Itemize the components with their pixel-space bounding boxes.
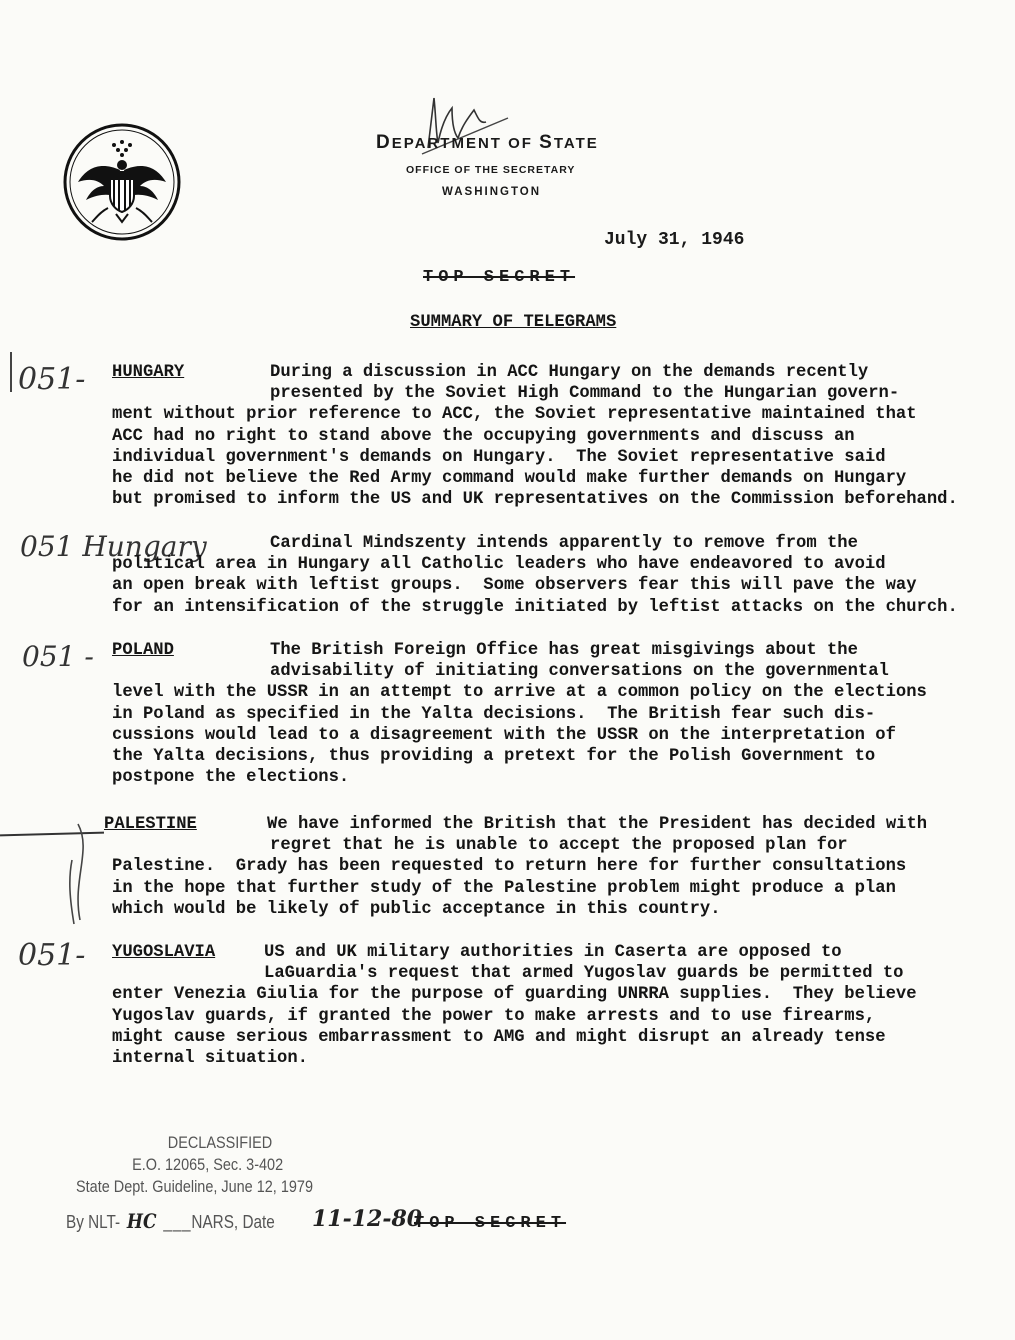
section-mark: 051- [18,938,86,973]
bottom-classification-stamp: TOP SECRET [414,1214,567,1233]
section-mark: 051- [18,362,86,397]
section-mark: 051 Hungary [20,530,207,563]
margin-line [10,352,12,392]
office-name: OFFICE OF THE SECRETARY [406,164,576,176]
classification-stamp: TOP SECRET [423,268,576,287]
section-body: Cardinal Mindszenty intends apparently to remove from the political area in Hungary all Catholic leaders who have endeavored to avoid an open break with leftist groups. Some observers fear this will pave the way for an intensification of the struggle initiated by leftist attacks on the church. [112,534,958,617]
section-body: We have informed the British that the President has decided with regret that he is unable to accept the proposed plan for Palestine. Grady has been requested to return here for further consultations in the hope that further study of the Palestine problem might produce a plan which would be likely of public acceptance in this country. [112,815,928,919]
section-heading: PALESTINE [104,815,197,834]
section-heading: POLAND [112,641,174,660]
section-body: During a discussion in ACC Hungary on the demands recently presented by the Soviet High Command to the Hungarian govern- ment without prior reference to ACC, the Soviet representative maintained that ACC had no right to stand above the occupying governments and discuss an individual government's demands on Hungary. The Soviet representative said he did not believe the Red Army command would make further demands on Hungary but promised to inform the US and UK representatives on the Commission beforehand. [112,363,958,510]
section-body: The British Foreign Office has great misgivings about the advisability of initiating conversations on the governmental level with the USSR in an attempt to arrive at a common policy on the elections in Poland as specified in the Yalta decisions. The British fear such dis- cussions would lead to a disagreement with the USSR on the interpretation of the Yalta decisions, thus providing a pretext for the Polish Government to postpone the elections. [112,641,927,788]
declassification-date: 11-12-80 [312,1206,423,1232]
document-title: SUMMARY OF TELEGRAMS [410,313,617,332]
margin-bracket [62,820,102,934]
section-body: US and UK military authorities in Caserta are opposed to LaGuardia's request that armed Yugoslav guards be permitted to enter Venezia Giulia for the purpose of guarding UNRRA supplies. They believe Yugoslav guards, if granted the power to make arrests and to use firearms, might cause serious embarrassment to AMG and might disrupt an already tense internal situation. [112,943,917,1069]
section-heading: HUNGARY [112,363,185,382]
department-name: DEPARTMENT OF STATE [376,132,599,153]
city-name: WASHINGTON [442,186,542,198]
section-mark: 051 - [22,640,94,673]
document-date: July 31, 1946 [604,230,745,250]
handwritten-initials [420,88,510,167]
section-heading: YUGOSLAVIA [112,943,216,962]
declassification-by-line: By NLT- HC ___NARS, Date [66,1209,275,1233]
declassification-stamp: DECLASSIFIED E.O. 12065, Sec. 3-402 State Dept. Guideline, June 12, 1979 [76,1133,313,1196]
department-seal [62,122,182,242]
